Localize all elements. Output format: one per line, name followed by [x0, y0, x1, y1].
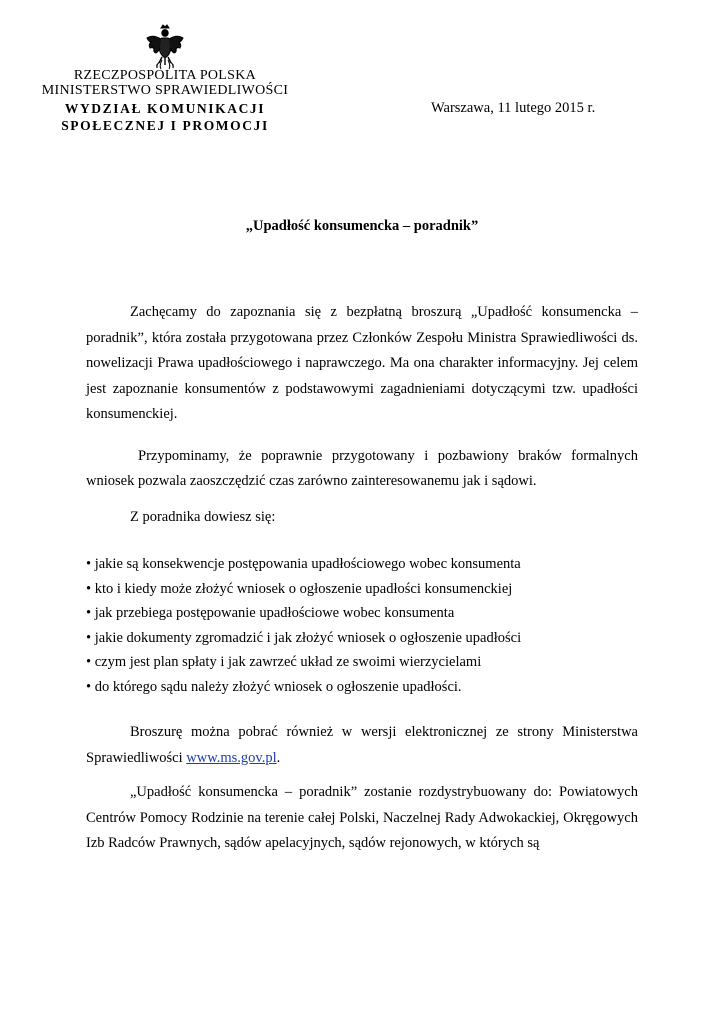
polish-eagle-icon — [145, 24, 185, 70]
header-department-line1: WYDZIAŁ KOMUNIKACJI — [64, 101, 266, 116]
list-item: • jakie są konsekwencje postępowania upadłościowego wobec konsumenta — [86, 556, 521, 572]
document-body — [86, 300, 638, 857]
header-department-line2: SPOŁECZNEJ I PROMOCJI — [61, 118, 269, 133]
paragraph-distribution: „Upadłość konsumencka – poradnik” zostanie rozdystrybuowany do: Powiatowych Centrów Pomocy Rodzinie na terenie całej Polski, Naczelnej Rady Adwokackiej, Okręgowych Izb Radców Prawnych, sądów apelacyjnych, sądów rejonowych, w których są — [86, 784, 638, 851]
list-item: • czym jest plan spłaty i jak zawrzeć układ ze swoimi wierzycielami — [86, 654, 482, 670]
bullet-list — [86, 552, 638, 699]
document-date: Warszawa, 11 lutego 2015 r. — [431, 100, 596, 116]
paragraph-list-intro: Z poradnika dowiesz się: — [130, 508, 276, 525]
list-item: • jak przebiega postępowanie upadłościowe wobec konsumenta — [86, 605, 455, 621]
ministry-website-link[interactable]: www.ms.gov.pl — [186, 749, 277, 766]
header-ministry: MINISTERSTWO SPRAWIEDLIWOŚCI — [41, 83, 289, 98]
paragraph-download — [86, 720, 638, 771]
list-item: • jakie dokumenty zgromadzić i jak złożyć wniosek o ogłoszenie upadłości — [86, 629, 522, 646]
list-item: • do którego sądu należy złożyć wniosek o ogłoszenie upadłości. — [86, 678, 462, 695]
header-country: RZECZPOSPOLITA POLSKA — [73, 68, 257, 83]
paragraph-reminder: Przypominamy, że poprawnie przygotowany i pozbawiony braków formalnych wniosek pozwala zaoszczędzić czas zarówno zainteresowanemu jak i sądowi. — [86, 447, 638, 489]
ministry-header — [40, 68, 290, 134]
download-text: Broszurę można pobrać również w wersji elektronicznej ze strony Ministerstwa Sprawiedliwości — [86, 724, 638, 766]
document-title: „Upadłość konsumencka – poradnik” — [245, 218, 479, 234]
download-end: . — [276, 749, 281, 766]
list-item: • kto i kiedy może złożyć wniosek o ogłoszenie upadłości konsumenckiej — [86, 580, 513, 597]
paragraph-intro: Zachęcamy do zapoznania się z bezpłatną broszurą „Upadłość konsumencka – poradnik”, która została przygotowana przez Członków Zespołu Ministra Sprawiedliwości ds. nowelizacji Prawa upadłościowego i naprawczego. Ma ona charakter informacyjny. Jej celem jest zapoznanie konsumentów z podstawowymi zagadnieniami dotyczącymi tzw. upadłości konsumenckiej. — [86, 304, 638, 422]
